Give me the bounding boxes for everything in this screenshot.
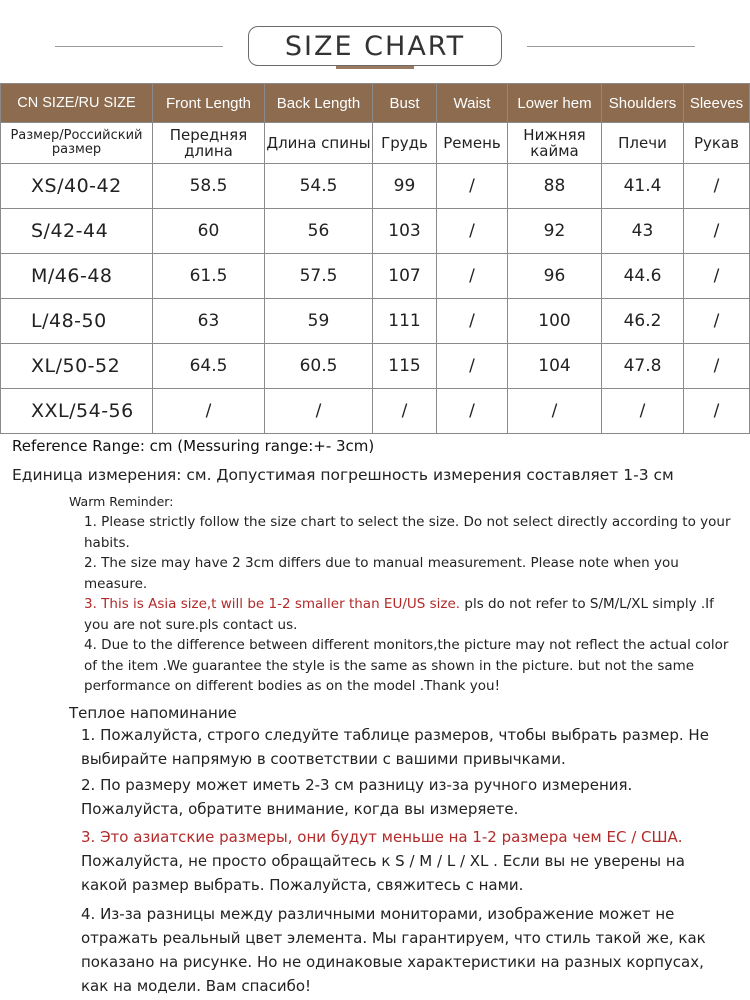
- table-cell: /: [437, 344, 508, 389]
- table-cell: 44.6: [602, 254, 684, 299]
- ru-reminder-item: 4. Из-за разницы между различными мониторами, изображение может не отражать реальный цвет элемента. Мы гарантируем, что стиль такой же, как показано на рисунке. Но не одинаковые характеристики на разных корпусах, как на модели. Вам спасибо!: [81, 905, 706, 995]
- table-cell: /: [684, 209, 750, 254]
- column-header: CN SIZE/RU SIZE: [1, 84, 153, 123]
- warm-reminder-item: 4. Due to the difference between different monitors,the picture may not reflect the actual color of the item .We guarantee the style is the same as shown in the picture. but not the same performance on different bodies as on the model .Thank you!: [84, 637, 729, 694]
- size-cell: XXL/54-56: [1, 389, 153, 434]
- table-cell: 59: [265, 299, 373, 344]
- table-cell: 107: [373, 254, 437, 299]
- warm-reminder-title: Warm Reminder:: [69, 494, 174, 509]
- header-row-ru: [1, 123, 750, 164]
- table-cell: /: [265, 389, 373, 434]
- warm-reminder-item: [84, 594, 734, 635]
- table-cell: 57.5: [265, 254, 373, 299]
- column-header-ru: Длина спины: [265, 123, 373, 164]
- table-cell: 60: [153, 209, 265, 254]
- table-cell: 88: [508, 164, 602, 209]
- table-cell: 56: [265, 209, 373, 254]
- warm-reminder-item: 2. The size may have 2 3cm differs due to manual measurement. Please note when you measure.: [84, 555, 679, 592]
- table-cell: 63: [153, 299, 265, 344]
- table-cell: 99: [373, 164, 437, 209]
- column-header: Waist: [437, 84, 508, 123]
- warm-reminder-item-text: pls do not refer to S/M/L/XL simply .If you are not sure.pls contact us.: [84, 596, 714, 633]
- table-cell: /: [684, 299, 750, 344]
- column-header-ru: Ремень: [437, 123, 508, 164]
- table-row: [1, 389, 750, 434]
- column-header-ru: Размер/Российский размер: [1, 123, 153, 164]
- size-cell: L/48-50: [1, 299, 153, 344]
- column-header-ru: Передняя длина: [153, 123, 265, 164]
- table-cell: 96: [508, 254, 602, 299]
- table-cell: /: [508, 389, 602, 434]
- column-header: Bust: [373, 84, 437, 123]
- table-cell: /: [437, 299, 508, 344]
- table-cell: /: [684, 164, 750, 209]
- table-row: [1, 209, 750, 254]
- table-cell: 92: [508, 209, 602, 254]
- column-header-ru: Плечи: [602, 123, 684, 164]
- table-cell: 47.8: [602, 344, 684, 389]
- header-right-line: [527, 46, 695, 47]
- table-cell: 58.5: [153, 164, 265, 209]
- size-cell: XS/40-42: [1, 164, 153, 209]
- page-title: SIZE CHART: [248, 26, 502, 66]
- header: [0, 0, 750, 82]
- table-cell: 103: [373, 209, 437, 254]
- warm-reminder-list: [84, 512, 734, 697]
- table-cell: 100: [508, 299, 602, 344]
- table-cell: 111: [373, 299, 437, 344]
- reference-range-ru: Единица измерения: см. Допустимая погрешность измерения составляет 1-3 см: [12, 466, 674, 484]
- table-cell: /: [602, 389, 684, 434]
- size-table: [0, 83, 750, 434]
- column-header: Shoulders: [602, 84, 684, 123]
- table-cell: /: [437, 209, 508, 254]
- table-row: [1, 254, 750, 299]
- table-cell: 60.5: [265, 344, 373, 389]
- header-left-line: [55, 46, 223, 47]
- column-header: Sleeves: [684, 84, 750, 123]
- size-cell: S/42-44: [1, 209, 153, 254]
- table-cell: /: [684, 389, 750, 434]
- column-header: Front Length: [153, 84, 265, 123]
- table-cell: 54.5: [265, 164, 373, 209]
- table-cell: /: [684, 254, 750, 299]
- ru-reminder-item: [81, 825, 731, 897]
- ru-reminder-warning: 3. Это азиатские размеры, они будут меньше на 1-2 размера чем ЕС / США.: [81, 828, 683, 846]
- table-cell: /: [373, 389, 437, 434]
- ru-reminder-item-text: Пожалуйста, не просто обращайтесь к S / M / L / XL . Если вы не уверены на какой размер выбрать. Пожалуйста, свяжитесь с нами.: [81, 852, 685, 894]
- column-header: Back Length: [265, 84, 373, 123]
- size-cell: M/46-48: [1, 254, 153, 299]
- table-cell: 41.4: [602, 164, 684, 209]
- table-row: [1, 299, 750, 344]
- ru-reminder-title: Теплое напоминание: [69, 704, 237, 722]
- table-cell: /: [437, 389, 508, 434]
- size-cell: XL/50-52: [1, 344, 153, 389]
- reference-range-en: Reference Range: cm (Messuring range:+- 3cm): [12, 437, 375, 455]
- table-cell: /: [153, 389, 265, 434]
- table-cell: 104: [508, 344, 602, 389]
- column-header-ru: Нижняя кайма: [508, 123, 602, 164]
- header-row-en: [1, 84, 750, 123]
- table-cell: /: [437, 254, 508, 299]
- column-header-ru: Грудь: [373, 123, 437, 164]
- table-cell: 43: [602, 209, 684, 254]
- table-cell: 64.5: [153, 344, 265, 389]
- column-header: Lower hem: [508, 84, 602, 123]
- table-cell: /: [437, 164, 508, 209]
- column-header-ru: Рукав: [684, 123, 750, 164]
- table-row: [1, 344, 750, 389]
- table-cell: /: [684, 344, 750, 389]
- table-cell: 115: [373, 344, 437, 389]
- title-accent-bar: [336, 66, 414, 69]
- ru-reminder-item: 1. Пожалуйста, строго следуйте таблице размеров, чтобы выбрать размер. Не выбирайте напрямую в соответствии с вашими привычками.: [81, 726, 709, 768]
- table-cell: 61.5: [153, 254, 265, 299]
- table-cell: 46.2: [602, 299, 684, 344]
- warm-reminder-warning: 3. This is Asia size,t will be 1-2 smaller than EU/US size.: [84, 596, 461, 612]
- warm-reminder-item: 1. Please strictly follow the size chart to select the size. Do not select directly according to your habits.: [84, 514, 731, 551]
- table-row: [1, 164, 750, 209]
- ru-reminder-item: 2. По размеру может иметь 2-3 см разницу из-за ручного измерения. Пожалуйста, обратите внимание, когда вы измеряете.: [81, 776, 633, 818]
